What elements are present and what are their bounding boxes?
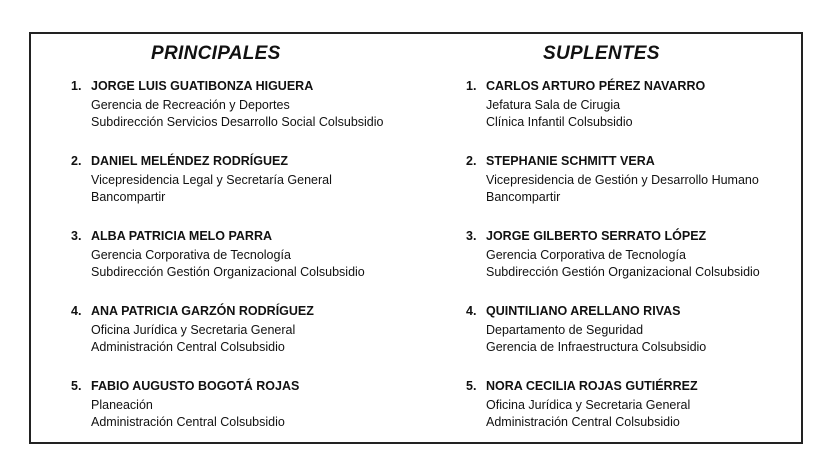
entry-department: Gerencia de Recreación y Deportes: [91, 98, 290, 112]
entry-organization: Bancompartir: [91, 190, 166, 204]
entry-organization: Administración Central Colsubsidio: [91, 340, 285, 354]
entry-department: Vicepresidencia de Gestión y Desarrollo Humano: [486, 173, 759, 187]
entry-organization: Clínica Infantil Colsubsidio: [486, 115, 633, 129]
entry-department: Gerencia Corporativa de Tecnología: [486, 248, 686, 262]
entry-number: 5.: [466, 379, 477, 393]
entry-organization: Bancompartir: [486, 190, 561, 204]
entry-name: STEPHANIE SCHMITT VERA: [486, 154, 655, 168]
suplentes-heading: SUPLENTES: [543, 43, 660, 64]
entry-department: Vicepresidencia Legal y Secretaría General: [91, 173, 332, 187]
entry-department: Jefatura Sala de Cirugia: [486, 98, 621, 112]
entry-organization: Administración Central Colsubsidio: [91, 415, 285, 429]
entry-department: Planeación: [91, 398, 153, 412]
entry-organization: Subdirección Gestión Organizacional Colsubsidio: [486, 265, 760, 279]
entry-number: 3.: [71, 229, 82, 243]
entry-department: Oficina Jurídica y Secretaria General: [486, 398, 691, 412]
members-box: [29, 32, 803, 444]
entry-name: QUINTILIANO ARELLANO RIVAS: [486, 304, 681, 318]
entry-number: 2.: [466, 154, 477, 168]
entry-name: ALBA PATRICIA MELO PARRA: [91, 229, 273, 243]
entry-organization: Administración Central Colsubsidio: [486, 415, 680, 429]
entry-number: 5.: [71, 379, 82, 393]
entry-department: Oficina Jurídica y Secretaria General: [91, 323, 296, 337]
entry-number: 3.: [466, 229, 477, 243]
entry-name: ANA PATRICIA GARZÓN RODRÍGUEZ: [91, 304, 314, 318]
entry-organization: Gerencia de Infraestructura Colsubsidio: [486, 340, 707, 354]
entry-number: 1.: [466, 79, 477, 93]
entry-name: DANIEL MELÉNDEZ RODRÍGUEZ: [91, 154, 288, 168]
entry-name: CARLOS ARTURO PÉREZ NAVARRO: [486, 79, 706, 93]
entry-name: JORGE LUIS GUATIBONZA HIGUERA: [91, 79, 314, 93]
entry-organization: Subdirección Gestión Organizacional Colsubsidio: [91, 265, 365, 279]
entry-number: 2.: [71, 154, 82, 168]
entry-organization: Subdirección Servicios Desarrollo Social Colsubsidio: [91, 115, 384, 129]
entry-department: Departamento de Seguridad: [486, 323, 644, 337]
principales-heading: PRINCIPALES: [151, 43, 281, 64]
entry-number: 4.: [466, 304, 477, 318]
entry-name: FABIO AUGUSTO BOGOTÁ ROJAS: [91, 379, 300, 393]
entry-department: Gerencia Corporativa de Tecnología: [91, 248, 291, 262]
entry-number: 4.: [71, 304, 82, 318]
entry-number: 1.: [71, 79, 82, 93]
entry-name: JORGE GILBERTO SERRATO LÓPEZ: [486, 229, 707, 243]
entry-name: NORA CECILIA ROJAS GUTIÉRREZ: [486, 379, 698, 393]
